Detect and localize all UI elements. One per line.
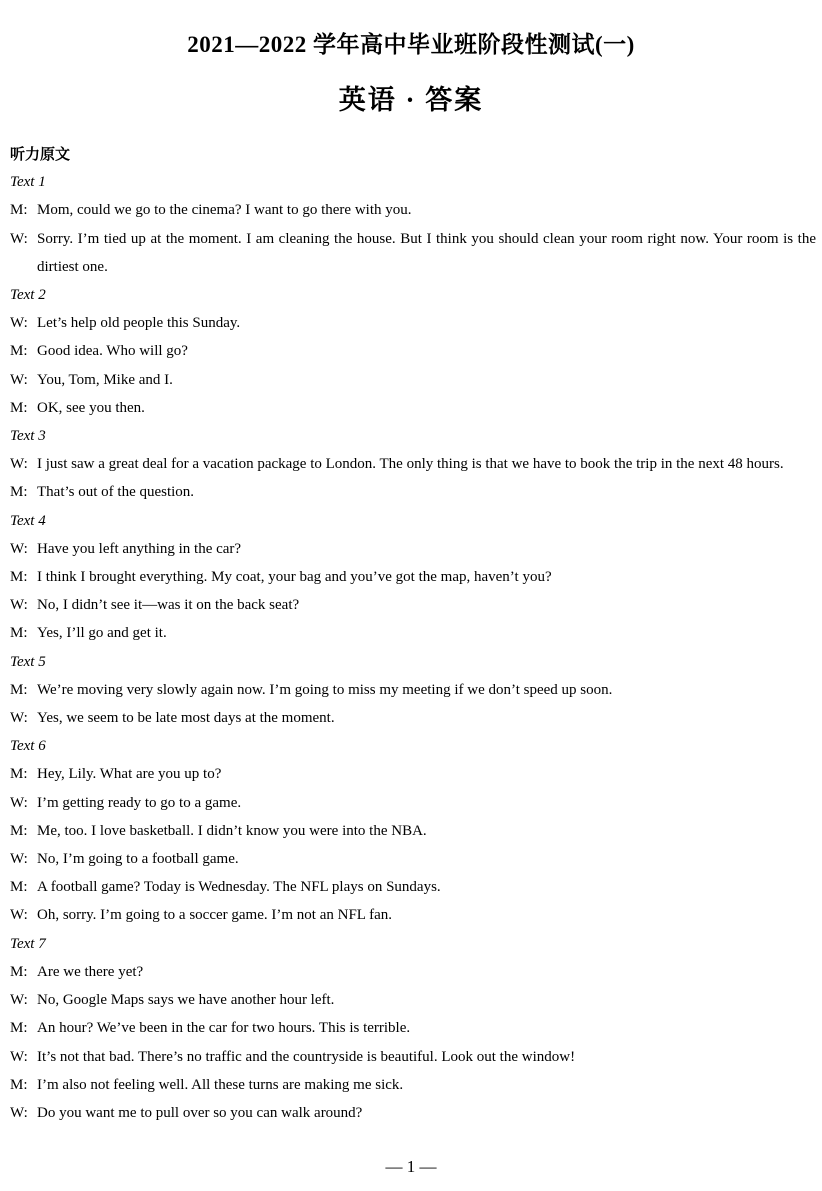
text-label: Text 6 <box>10 738 46 755</box>
speaker-label: M: <box>10 343 28 360</box>
dialogue-text: OK, see you then. <box>37 399 145 416</box>
dialogue-text: Let’s help old people this Sunday. <box>37 315 241 332</box>
speaker-label: M: <box>10 879 28 896</box>
dialogue-text: It’s not that bad. There’s no traffic and the countryside is beautiful. Look out the window! <box>37 1048 576 1065</box>
page-number: — 1 — <box>385 1157 437 1176</box>
speaker-label: W: <box>10 597 28 614</box>
text-label: Text 1 <box>10 174 46 191</box>
dialogue-line <box>10 901 816 929</box>
dialogue-text: I’m getting ready to go to a game. <box>37 794 242 811</box>
speaker-label: W: <box>10 794 28 811</box>
speaker-label: M: <box>10 822 28 839</box>
speaker-label: M: <box>10 963 28 980</box>
text-label: Text 2 <box>10 287 46 304</box>
text-block <box>10 168 816 281</box>
speaker-label: M: <box>10 484 28 501</box>
dialogue-text: Me, too. I love basketball. I didn’t know you were into the NBA. <box>37 822 427 839</box>
speaker-label: W: <box>10 1048 28 1065</box>
text-block <box>10 930 816 1127</box>
dialogue-text: Mom, could we go to the cinema? I want to go there with you. <box>37 202 412 219</box>
speaker-label: W: <box>10 907 28 924</box>
speaker-label: W: <box>10 315 28 332</box>
dialogue-line <box>10 676 816 704</box>
dialogue-text: Have you left anything in the car? <box>37 540 242 557</box>
speaker-label: W: <box>10 230 28 247</box>
speaker-label: M: <box>10 569 28 586</box>
speaker-label: M: <box>10 625 28 642</box>
speaker-label: W: <box>10 540 28 557</box>
dialogue-line <box>10 450 816 478</box>
dialogue-text: Yes, I’ll go and get it. <box>37 625 167 642</box>
speaker-label: W: <box>10 456 28 473</box>
text-block <box>10 507 816 648</box>
dialogue-line <box>10 535 816 563</box>
dialogue-text: Hey, Lily. What are you up to? <box>37 766 222 783</box>
section-heading: 听力原文 <box>10 145 71 163</box>
dialogue-text: I just saw a great deal for a vacation package to London. The only thing is that we have to book the trip in the next 48 hours. <box>37 456 784 473</box>
dialogue-line <box>10 196 816 224</box>
dialogue-line <box>10 563 816 591</box>
speaker-label: W: <box>10 710 28 727</box>
dialogue-line <box>10 309 816 337</box>
speaker-label: M: <box>10 681 28 698</box>
dialogue-line <box>10 817 816 845</box>
dialogue-line <box>10 789 816 817</box>
text-block <box>10 648 816 733</box>
dialogue-text: Sorry. I’m tied up at the moment. I am cleaning the house. But I think you should clean your room right now. Your room is the dirtiest one. <box>37 230 816 275</box>
speaker-label: M: <box>10 1076 28 1093</box>
dialogue-line <box>10 591 816 619</box>
dialogue-line <box>10 760 816 788</box>
dialogue-text: We’re moving very slowly again now. I’m going to miss my meeting if we don’t speed up soon. <box>37 681 613 698</box>
dialogue-line <box>10 225 816 281</box>
exam-title: 2021—2022 学年高中毕业班阶段性测试(一) <box>187 32 635 57</box>
dialogue-line <box>10 619 816 647</box>
dialogue-text: No, I’m going to a football game. <box>37 851 239 868</box>
dialogue-text: Oh, sorry. I’m going to a soccer game. I’m not an NFL fan. <box>37 907 393 924</box>
text-block <box>10 422 816 507</box>
text-block <box>10 281 816 422</box>
dialogue-line <box>10 1043 816 1071</box>
speaker-label: W: <box>10 992 28 1009</box>
dialogue-line <box>10 958 816 986</box>
text-label: Text 3 <box>10 428 46 445</box>
dialogue-line <box>10 394 816 422</box>
speaker-label: W: <box>10 371 28 388</box>
dialogue-line <box>10 1014 816 1042</box>
dialogue-text: I think I brought everything. My coat, your bag and you’ve got the map, haven’t you? <box>37 569 552 586</box>
text-label: Text 7 <box>10 935 46 952</box>
transcript-list <box>10 168 816 1127</box>
dialogue-line <box>10 478 816 506</box>
answer-subtitle: 英语 · 答案 <box>338 85 484 115</box>
speaker-label: W: <box>10 851 28 868</box>
dialogue-line <box>10 845 816 873</box>
transcript-content <box>10 140 816 1127</box>
dialogue-line <box>10 1099 816 1127</box>
dialogue-text: Yes, we seem to be late most days at the moment. <box>37 710 335 727</box>
speaker-label: M: <box>10 399 28 416</box>
dialogue-text: An hour? We’ve been in the car for two hours. This is terrible. <box>37 1020 411 1037</box>
dialogue-text: You, Tom, Mike and I. <box>37 371 173 388</box>
dialogue-line <box>10 986 816 1014</box>
speaker-label: W: <box>10 1104 28 1121</box>
text-block <box>10 732 816 929</box>
dialogue-text: Do you want me to pull over so you can walk around? <box>37 1104 363 1121</box>
dialogue-line <box>10 1071 816 1099</box>
speaker-label: M: <box>10 1020 28 1037</box>
dialogue-line <box>10 337 816 365</box>
dialogue-text: Good idea. Who will go? <box>37 343 188 360</box>
dialogue-line <box>10 366 816 394</box>
dialogue-text: That’s out of the question. <box>37 484 195 501</box>
dialogue-text: A football game? Today is Wednesday. The NFL plays on Sundays. <box>37 879 441 896</box>
dialogue-line <box>10 704 816 732</box>
dialogue-text: No, I didn’t see it—was it on the back seat? <box>37 597 300 614</box>
dialogue-text: Are we there yet? <box>37 963 144 980</box>
dialogue-line <box>10 873 816 901</box>
speaker-label: M: <box>10 202 28 219</box>
dialogue-text: I’m also not feeling well. All these turns are making me sick. <box>37 1076 404 1093</box>
text-label: Text 5 <box>10 653 46 670</box>
speaker-label: M: <box>10 766 28 783</box>
dialogue-text: No, Google Maps says we have another hour left. <box>37 992 335 1009</box>
text-label: Text 4 <box>10 512 46 529</box>
